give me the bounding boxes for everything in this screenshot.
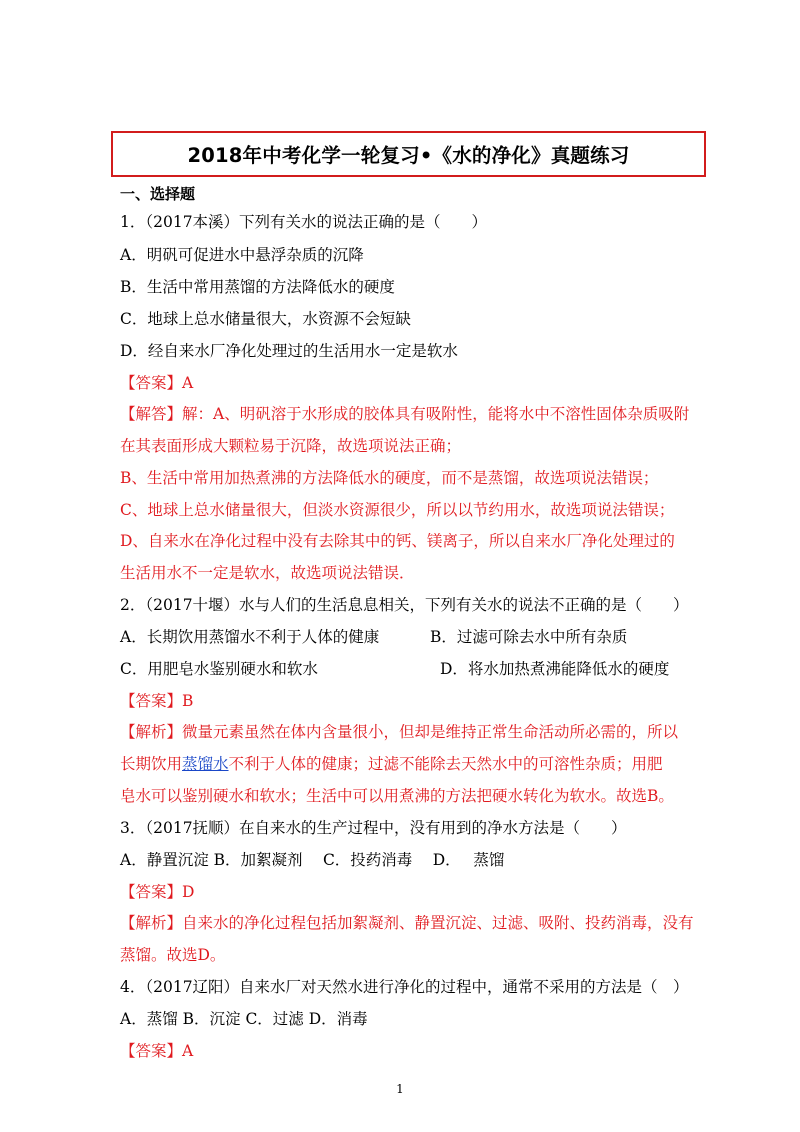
explanation-text: 不利于人体的健康；过滤不能除去天然水中的可溶性杂质；用肥 <box>228 755 663 773</box>
q2-answer <box>120 691 193 711</box>
q1-stem: 1．（2017本溪）下列有关水的说法正确的是（ ） <box>120 213 488 231</box>
q3-options: A．静置沉淀 B．加絮凝剂 C．投药消毒 D． 蒸馏 <box>120 851 505 869</box>
answer-value: D <box>182 883 195 901</box>
q3-answer <box>120 882 194 902</box>
q1-option-b: B．生活中常用蒸馏的方法降低水的硬度 <box>120 278 395 296</box>
answer-value: A <box>182 1042 194 1060</box>
q4-stem: 4．（2017辽阳）自来水厂对天然水进行净化的过程中，通常不采用的方法是（ ） <box>120 978 689 996</box>
q1-option-c: C．地球上总水储量很大，水资源不会短缺 <box>120 310 411 328</box>
explanation-label: 【解析】 <box>120 723 183 741</box>
q4-answer <box>120 1041 193 1061</box>
answer-value: B <box>182 692 194 710</box>
q4-options: A．蒸馏 B．沉淀 C．过滤 D．消毒 <box>120 1010 368 1028</box>
section-heading: 一、选择题 <box>120 185 196 203</box>
answer-label: 【答案】 <box>120 883 183 901</box>
explanation-text: 微量元素虽然在体内含量很小，但却是维持正常生命活动所必需的，所以 <box>182 723 679 741</box>
distilled-water-link[interactable]: 蒸馏水 <box>182 755 229 773</box>
explanation-label: 【解析】 <box>120 914 183 932</box>
q2-stem: 2．（2017十堰）水与人们的生活息息相关，下列有关水的说法不正确的是（ ） <box>120 596 689 614</box>
explanation-label: 【解答】 <box>120 405 183 423</box>
q1-answer <box>120 373 193 393</box>
q2-explanation-line-2 <box>120 754 663 774</box>
q1-explanation-line-4: C、地球上总水储量很大，但淡水资源很少，所以以节约用水，故选项说法错误； <box>120 501 675 519</box>
q1-explanation-line-6: 生活用水不一定是软水，故选项说法错误． <box>120 564 415 582</box>
q3-explanation-line-1 <box>120 913 694 933</box>
q1-explanation-line-5: D、自来水在净化过程中没有去除其中的钙、镁离子，所以自来水厂净化处理过的 <box>120 532 675 550</box>
q3-explanation-line-2: 蒸馏。故选D。 <box>120 946 226 964</box>
document-title: 2018年中考化学一轮复习•《水的净化》真题练习 <box>187 144 630 167</box>
q1-explanation-line-3: B、生活中常用加热煮沸的方法降低水的硬度，而不是蒸馏，故选项说法错误； <box>120 469 659 487</box>
explanation-text: 长期饮用 <box>120 755 183 773</box>
q2-option-a: A．长期饮用蒸馏水不利于人体的健康 <box>120 628 380 646</box>
explanation-text: 解：A、明矾溶于水形成的胶体具有吸附性，能将水中不溶性固体杂质吸附 <box>182 405 690 423</box>
title-box <box>111 131 706 177</box>
q2-explanation-line-1 <box>120 722 678 742</box>
answer-value: A <box>182 374 194 392</box>
q2-option-c: C．用肥皂水鉴别硬水和软水 <box>120 660 318 678</box>
q2-option-d: D．将水加热煮沸能降低水的硬度 <box>440 660 670 678</box>
page-number: 1 <box>396 1082 404 1096</box>
q1-option-a: A．明矾可促进水中悬浮杂质的沉降 <box>120 246 364 264</box>
answer-label: 【答案】 <box>120 1042 183 1060</box>
q1-explanation-line-2: 在其表面形成大颗粒易于沉降，故选项说法正确； <box>120 437 462 455</box>
explanation-text: 自来水的净化过程包括加絮凝剂、静置沉淀、过滤、吸附、投药消毒，没有 <box>182 914 694 932</box>
q2-option-b: B．过滤可除去水中所有杂质 <box>430 628 628 646</box>
q1-option-d: D．经自来水厂净化处理过的生活用水一定是软水 <box>120 342 458 360</box>
answer-label: 【答案】 <box>120 374 183 392</box>
q2-explanation-line-3: 皂水可以鉴别硬水和软水；生活中可以用煮沸的方法把硬水转化为软水。故选B。 <box>120 787 674 805</box>
q1-explanation-line-1 <box>120 404 689 424</box>
q3-stem: 3．（2017抚顺）在自来水的生产过程中，没有用到的净水方法是（ ） <box>120 819 627 837</box>
answer-label: 【答案】 <box>120 692 183 710</box>
